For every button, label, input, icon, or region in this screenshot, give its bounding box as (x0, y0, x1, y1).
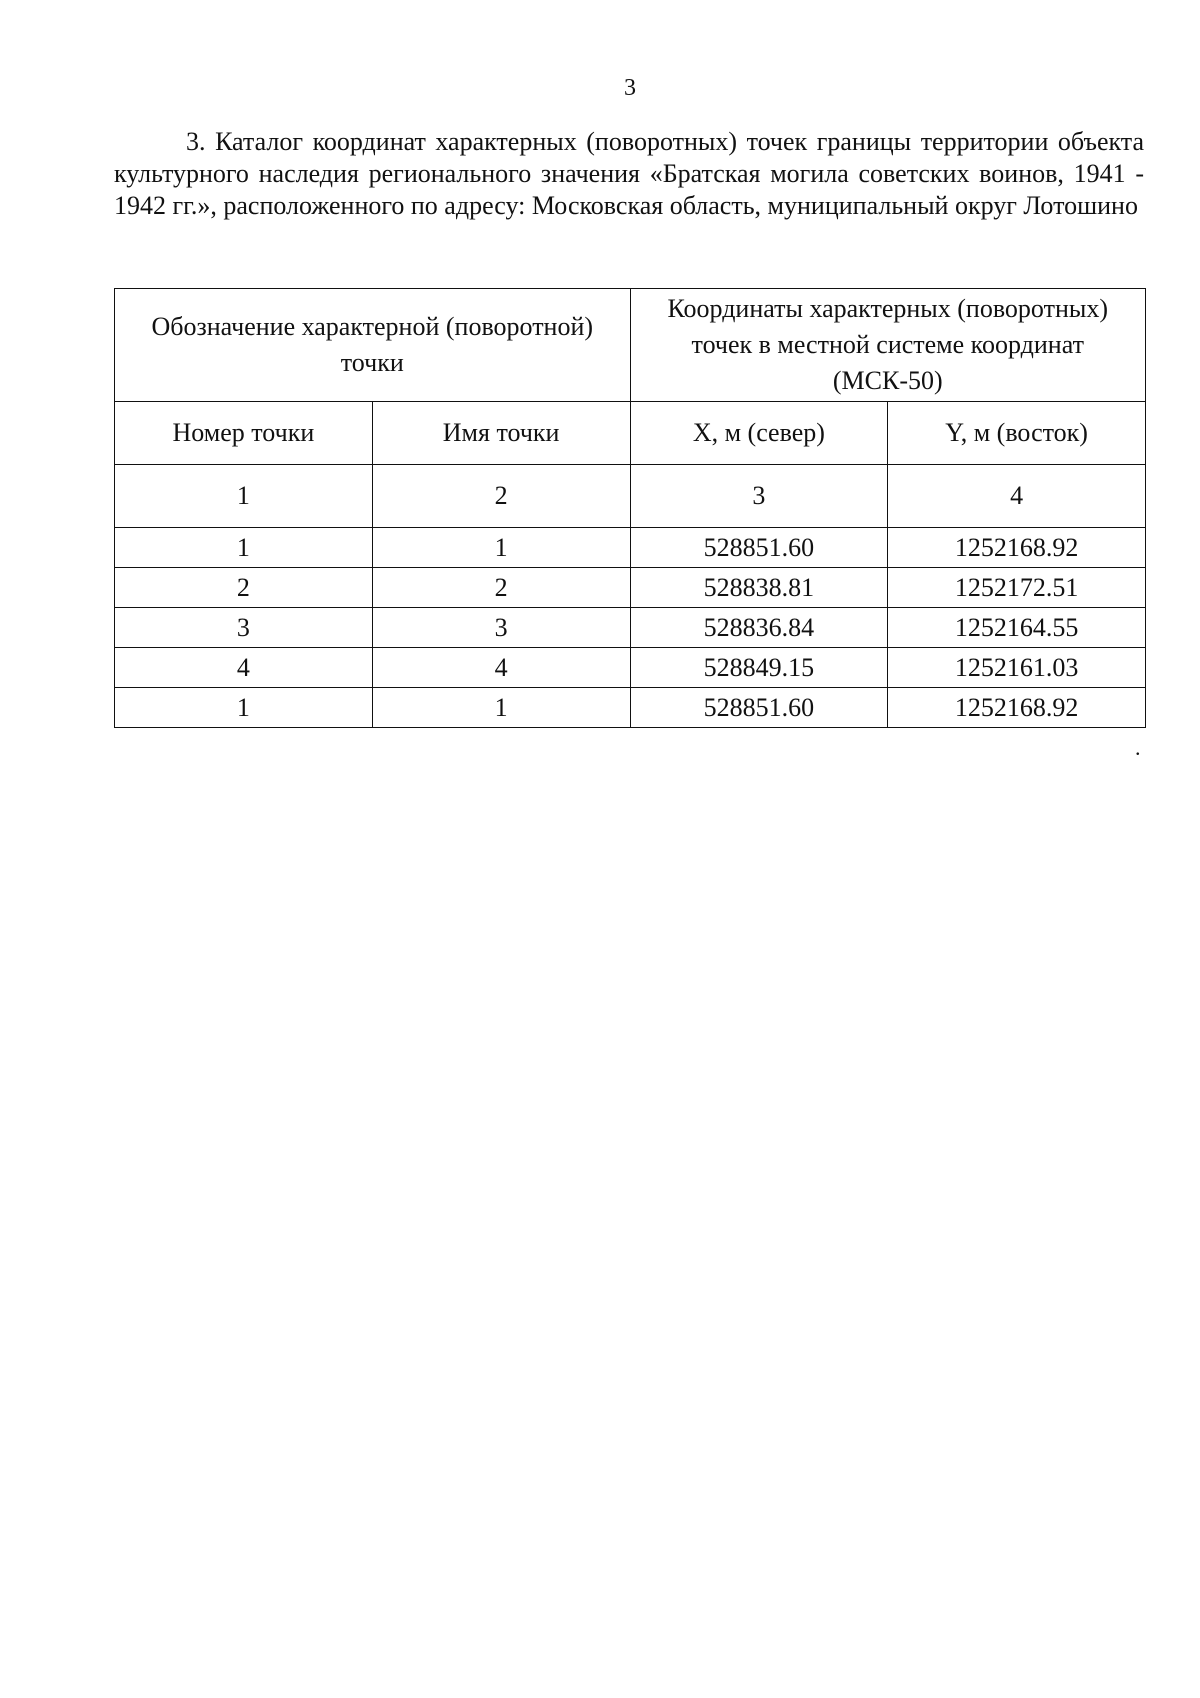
point-name-cell: 4 (372, 648, 630, 688)
page-number: 3 (624, 75, 636, 101)
point-number-cell: 1 (115, 528, 373, 568)
y-coordinate-cell: 1252172.51 (888, 568, 1146, 608)
point-name-cell: 1 (372, 688, 630, 728)
catalog-intro-paragraph: 3. Каталог координат характерных (поворотных) точек границы территории объекта культурного наследия регионального значения «Братская могила советских воинов, 1941 - 1942 гг.», расположенного по адресу: Московская область, муниципальный округ Лотошино (114, 127, 1144, 220)
column-header-x: X, м (север) (630, 402, 888, 465)
point-name-cell: 3 (372, 608, 630, 648)
point-number-cell: 4 (115, 648, 373, 688)
point-number-cell: 2 (115, 568, 373, 608)
table-row (115, 648, 1146, 688)
x-coordinate-cell: 528851.60 (630, 688, 888, 728)
column-number-cell: 3 (630, 465, 888, 528)
column-number-cell: 2 (372, 465, 630, 528)
column-header-point-name: Имя точки (372, 402, 630, 465)
column-number-cell: 4 (888, 465, 1146, 528)
column-number-cell: 1 (115, 465, 373, 528)
table-column-number-row (115, 465, 1146, 528)
table-row (115, 688, 1146, 728)
point-designation-header: Обозначение характерной (поворотной) точки (115, 289, 631, 402)
table-row (115, 608, 1146, 648)
point-number-cell: 1 (115, 688, 373, 728)
column-header-y: Y, м (восток) (888, 402, 1146, 465)
table-row (115, 528, 1146, 568)
x-coordinate-cell: 528836.84 (630, 608, 888, 648)
y-coordinate-cell: 1252168.92 (888, 688, 1146, 728)
table-row (115, 568, 1146, 608)
x-coordinate-cell: 528838.81 (630, 568, 888, 608)
x-coordinate-cell: 528849.15 (630, 648, 888, 688)
point-name-cell: 1 (372, 528, 630, 568)
table-column-header-row (115, 402, 1146, 465)
point-name-cell: 2 (372, 568, 630, 608)
y-coordinate-cell: 1252161.03 (888, 648, 1146, 688)
coordinates-catalog-table (114, 288, 1146, 728)
coordinates-header: Координаты характерных (поворотных) точек в местной системе координат (МСК-50) (630, 289, 1146, 402)
x-coordinate-cell: 528851.60 (630, 528, 888, 568)
y-coordinate-cell: 1252164.55 (888, 608, 1146, 648)
table-group-header-row (115, 289, 1146, 402)
point-number-cell: 3 (115, 608, 373, 648)
column-header-point-number: Номер точки (115, 402, 373, 465)
trailing-period: . (1135, 735, 1141, 760)
y-coordinate-cell: 1252168.92 (888, 528, 1146, 568)
